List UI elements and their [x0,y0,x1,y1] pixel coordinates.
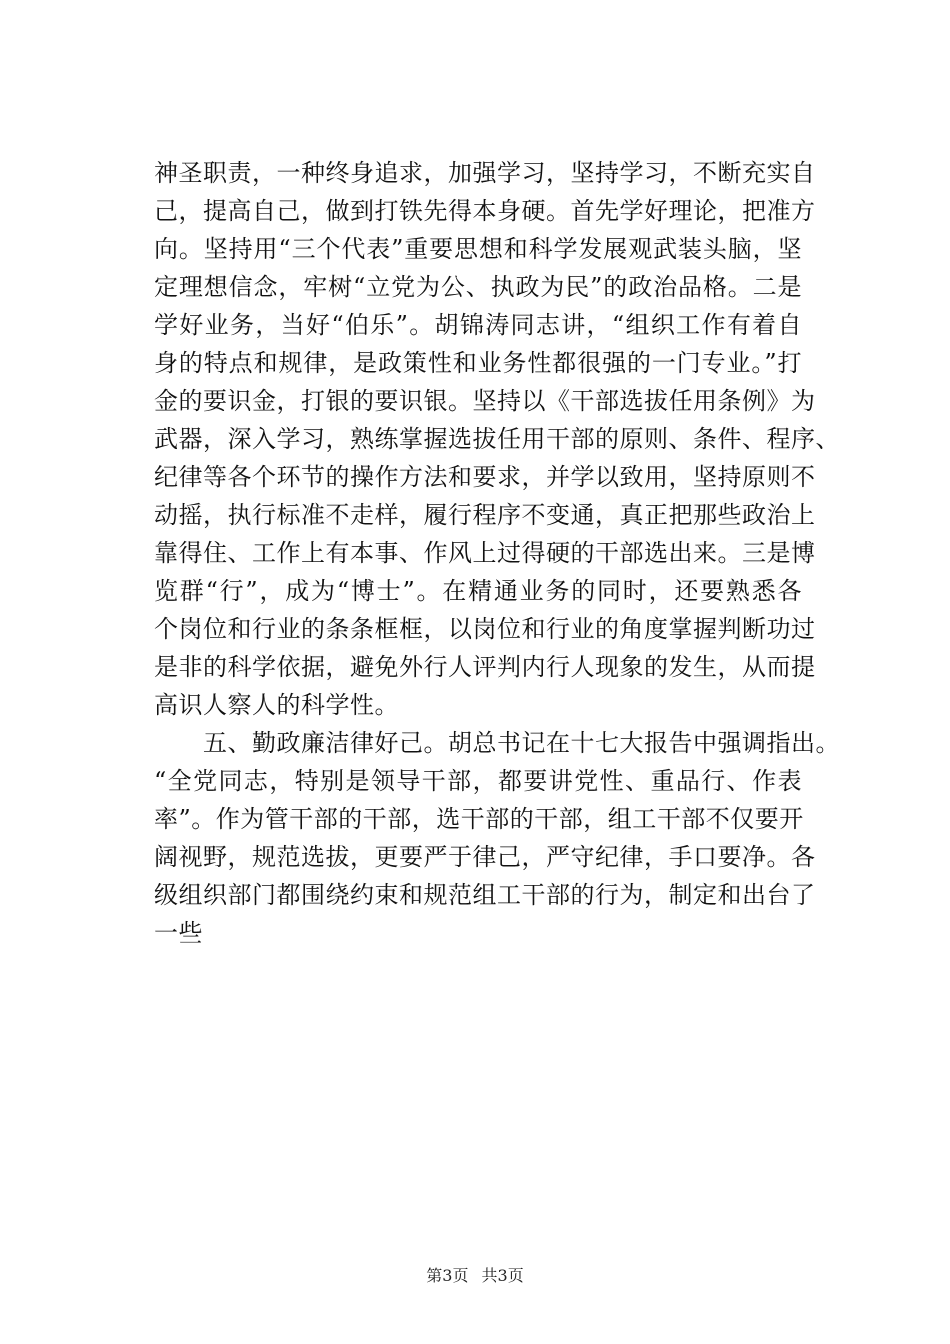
text-line: 级组织部门都围绕约束和规范组工干部的行为，制定和出台了 [154,881,816,909]
text-line: 己，提高自己，做到打铁先得本身硬。首先学好理论，把准方 [154,197,816,225]
text-line: 率”。作为管干部的干部，选干部的干部，组工干部不仅要开 [154,805,804,833]
text-line: 览群“行”，成为“博士”。在精通业务的同时，还要熟悉各 [154,577,802,605]
text-line: 动摇，执行标准不走样，履行程序不变通，真正把那些政治上 [154,501,816,529]
page-number: 第3页 [426,1266,469,1285]
text-line: 神圣职责，一种终身追求，加强学习，坚持学习，不断充实自 [154,159,816,187]
document-body [154,154,840,952]
page-total: 共3页 [481,1266,524,1285]
text-line: 阔视野，规范选拔，更要严于律己，严守纪律，手口要净。各 [154,843,816,871]
text-line: 学好业务，当好“伯乐”。胡锦涛同志讲，“组织工作有着自 [154,311,802,339]
text-line: 五、勤政廉洁律好己。胡总书记在十七大报告中强调指出。 [154,729,840,757]
text-line: 是非的科学依据，避免外行人评判内行人现象的发生，从而提 [154,653,816,681]
text-line: 一些 [154,919,203,947]
text-line: 金的要识金，打银的要识银。坚持以《干部选拔任用条例》为 [154,387,816,415]
text-line: 定理想信念，牢树“立党为公、执政为民”的政治品格。二是 [154,273,802,301]
text-line: 纪律等各个环节的操作方法和要求，并学以致用，坚持原则不 [154,463,816,491]
page-footer [0,1266,950,1286]
text-line: 靠得住、工作上有本事、作风上过得硬的干部选出来。三是博 [154,539,816,567]
text-line: 向。坚持用“三个代表”重要思想和科学发展观武装头脑，坚 [154,235,802,263]
text-line: 高识人察人的科学性。 [154,691,399,719]
text-line: “全党同志，特别是领导干部，都要讲党性、重品行、作表 [154,767,802,795]
text-line: 身的特点和规律，是政策性和业务性都很强的一门专业。”打 [154,349,802,377]
text-line: 武器，深入学习，熟练掌握选拔任用干部的原则、条件、程序、 [154,425,840,453]
text-line: 个岗位和行业的条条框框，以岗位和行业的角度掌握判断功过 [154,615,816,643]
